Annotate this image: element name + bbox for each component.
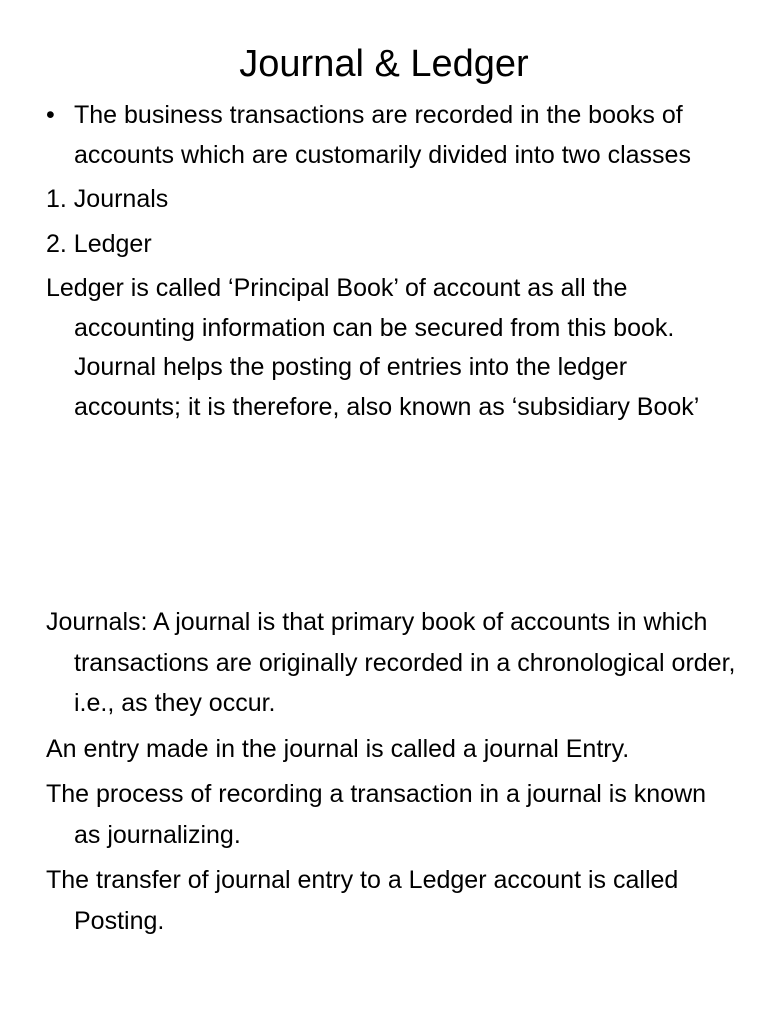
lower-section [46,602,736,946]
ledger-paragraph: Ledger is called ‘Principal Book’ of account as all the accounting information can be secured from this book. Journal helps the posting of entries into the ledger accounts; it is therefore, also known as ‘subsidiary Book’ [46,274,700,421]
bullet-item [46,96,736,175]
slide-title: Journal & Ledger [239,43,529,85]
journalizing-definition: The process of recording a transaction in a journal is known as journalizing. [46,780,707,849]
journal-entry-definition: An entry made in the journal is called a journal Entry. [46,734,630,763]
list-item-journals: 1. Journals [46,185,169,213]
posting-definition: The transfer of journal entry to a Ledger account is called Posting. [46,866,679,935]
bullet-dot-icon: • [46,101,55,129]
upper-section [46,96,736,432]
journals-definition: Journals: A journal is that primary book of accounts in which transactions are originally recorded in a chronological order, i.e., as they occur. [46,608,736,717]
list-item-ledger: 2. Ledger [46,229,152,258]
bullet-text: The business transactions are recorded in the books of accounts which are customarily divided into two classes [74,101,691,169]
